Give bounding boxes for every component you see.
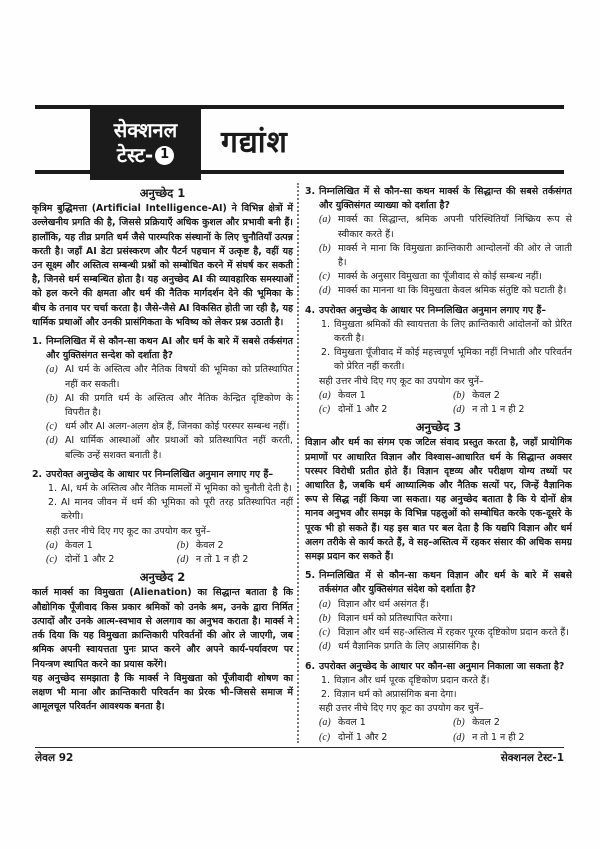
options-grid (46, 539, 293, 567)
option-b (46, 392, 293, 420)
question-6 (305, 660, 572, 744)
option-text: AI की प्रगति धर्म के अस्तित्व और नैतिक केन्द्रित दृष्टिकोण के विपरीत है। (65, 392, 293, 419)
option-b: (b) विज्ञान धर्म को प्रतिस्थापित करेगा। (319, 612, 453, 624)
question-number: 6. (305, 660, 316, 672)
question-number: 1. (32, 336, 43, 348)
option-a: (a) केवल 1 (319, 717, 366, 729)
option-a (46, 363, 293, 391)
left-column (32, 183, 293, 743)
passage-1: कृत्रिम बुद्धिमत्ता (Artificial Intelligence-AI) ने विभिन्न क्षेत्रों में उल्लेखनीय प्रगति की है, जिससे प्रक्रियाएँ अधिक कुशल और प्रभावी बनी हैं। हालाँकि, यह तीव्र प्रगति धर्म जैसे पारम्परिक संस्थानों के लिए चुनौतियाँ उत्पन्न करती है। जहाँ AI डेटा प्रसंस्करण और पैटर्न पहचान में उत्कृष्ट है, वहीं यह उन सूक्ष्म और अस्तित्व सम्बन्धी प्रश्नों को सम्बोधित करने में संघर्ष कर सकती है, जिनसे धर्म सम्बन्धित होता है। यह अनुच्छेद AI की व्यावहारिक समस्याओं को हल करने की क्षमता और धर्म की नैतिक मार्गदर्शन देने की भूमिका के बीच के तनाव पर चर्चा करता है। जैसे-जैसे AI विकसित होती जा रही है, यह धार्मिक प्रथाओं और उनकी प्रासंगिकता के भविष्य को लेकर प्रश्न उठाती है। (32, 203, 293, 328)
question-4 (305, 304, 572, 418)
question-text: उपरोक्त अनुच्छेद के आधार पर निम्नलिखित अनुमान लगाए गए हैं– (319, 304, 547, 316)
question-number: 3. (305, 186, 316, 197)
section-heading-3: अनुच्छेद 3 (415, 420, 462, 435)
answer-code-line: सही उत्तर नीचे दिए गए कूट का उपयोग कर चुनें– (46, 525, 211, 537)
page-title: गद्यांश (221, 125, 288, 160)
statement-2: 2. विमुखता पूँजीवाद में कोई महत्त्वपूर्ण भूमिका नहीं निभाती और परिवर्तन को प्रेरित नहीं करती। (321, 347, 572, 373)
test-badge-line1: सेक्शनल (113, 118, 178, 142)
option-d: (d) धर्म वैज्ञानिक प्रगति के लिए अप्रासंगिक है। (319, 641, 480, 653)
statement-2: 2. AI मानव जीवन में धर्म की भूमिका को पूरी तरह प्रतिस्थापित नहीं करेगी। (48, 497, 293, 523)
answer-code-line: सही उत्तर नीचे दिए गए कूट का उपयोग कर चुनें– (319, 703, 484, 715)
option-d (46, 434, 293, 462)
option-c: (c) दोनों 1 और 2 (319, 731, 388, 743)
question-text: निम्नलिखित में से कौन-सा कथन AI और धर्म के बारे में सबसे तर्कसंगत और युक्तिसंगत सन्देश को दर्शाता है? (46, 336, 293, 362)
page-footer (35, 751, 564, 765)
options-grid (319, 716, 572, 743)
option-label: (a) (46, 364, 58, 376)
option-a: (a) केवल 1 (46, 539, 93, 551)
option-b: (b) मार्क्स ने माना कि विमुखता क्रान्तिकारी आन्दोलनों की ओर ले जाती है। (319, 242, 572, 269)
option-text: धर्म और AI अलग-अलग क्षेत्र हैं, जिनका कोई परस्पर सम्बन्ध नहीं। (65, 421, 290, 433)
question-1 (32, 335, 293, 463)
option-b: (b) केवल 2 (453, 389, 500, 401)
question-5 (305, 569, 572, 654)
option-label: (d) (46, 435, 58, 447)
option-label: (b) (46, 392, 58, 404)
test-badge (90, 106, 201, 180)
answer-code-line: सही उत्तर नीचे दिए गए कूट का उपयोग कर चुनें– (319, 375, 484, 387)
option-c: (c) दोनों 1 और 2 (319, 404, 388, 416)
option-d: (d) न तो 1 न ही 2 (176, 554, 249, 566)
option-text: AI धर्म के अस्तित्व और नैतिक विषयों की भूमिका को प्रतिस्थापित नहीं कर सकती। (65, 364, 293, 390)
test-badge-line2: टेस्ट- 1 (117, 143, 174, 168)
option-c: (c) मार्क्स के अनुसार विमुखता का पूँजीवाद से कोई सम्बन्ध नहीं। (319, 271, 542, 283)
statement-1: 1. विमुखता श्रमिकों की स्वायत्तता के लिए क्रान्तिकारी आंदोलनों को प्रेरित करती है। (321, 318, 572, 345)
option-a: (a) केवल 1 (319, 389, 366, 401)
section-heading-2: अनुच्छेद 2 (139, 570, 186, 585)
option-c: (c) दोनों 1 और 2 (46, 554, 115, 566)
footer-right-label: सेक्शनल टेस्ट-1 (500, 752, 564, 764)
option-text: AI धार्मिक आस्थाओं और प्रथाओं को प्रतिस्थापित नहीं करती, बल्कि उन्हें सशक्त बनाती है। (65, 435, 293, 461)
passage-3: विज्ञान और धर्म का संगम एक जटिल संवाद प्रस्तुत करता है, जहाँ प्रायोगिक प्रमाणों पर आधारित विज्ञान और विश्वास-आधारित धर्म के सिद्धान्त अक्सर परस्पर विरोधी प्रतीत होते हैं। विज्ञान दृष्टव्य और परीक्षण योग्य तथ्यों पर आधारित है, जबकि धर्म आध्यात्मिक और नैतिक सत्यों पर, जिन्हें वैज्ञानिक रूप से सिद्ध नहीं किया जा सकता। यह अनुच्छेद बताता है कि ये दोनों क्षेत्र मानव अनुभव और समझ के विभिन्न पहलुओं को सम्बोधित करके एक-दूसरे के पूरक भी हो सकते हैं। यह इस बात पर बल देता है कि यद्यपि विज्ञान और धर्म अलग तरीके से कार्य करते हैं, वे सह-अस्तित्व में रहकर संसार की अधिक समग्र समझ प्रदान कर सकते हैं। (305, 437, 572, 563)
question-text: निम्नलिखित में से कौन-सा कथन मार्क्स के सिद्धान्त की सबसे तर्कसंगत और युक्तिसंगत व्याख्या को दर्शाता है? (319, 186, 572, 212)
question-number: 2. (32, 468, 43, 480)
option-d: (d) न तो 1 न ही 2 (453, 404, 525, 416)
statement-1: 1. AI, धर्म के अस्तित्व और नैतिक मामलों में भूमिका को चुनौती देती है। (48, 483, 292, 495)
option-a: (a) मार्क्स का सिद्धान्त, श्रमिक अपनी परिस्थितियाँ निष्क्रिय रूप से स्वीकार करते हैं। (319, 214, 572, 240)
question-number: 4. (305, 304, 316, 316)
badge-number-icon: 1 (155, 146, 174, 165)
option-a: (a) विज्ञान और धर्म असंगत हैं। (319, 598, 429, 610)
page-header (35, 105, 564, 174)
question-number: 5. (305, 570, 316, 582)
passage-2: कार्ल मार्क्स का विमुखता (Alienation) का सिद्धान्त बताता है कि औद्योगिक पूँजीवाद किस प्रकार श्रमिकों को उनके श्रम, उनके द्वारा निर्मित उत्पादों और उनके आत्म-स्वभाव से अलगाव का अनुभव कराता है। मार्क्स ने तर्क दिया कि यह विमुखता क्रान्तिकारी परिवर्तनों की ओर ले जाएगी, जब श्रमिक अपनी स्वायत्तता पुनः प्राप्त करने और अपने कार्य-पर्यावरण पर नियन्त्रण स्थापित करने का प्रयास करेंगे। (32, 587, 293, 670)
question-text: उपरोक्त अनुच्छेद के आधार पर निम्नलिखित अनुमान लगाए गए हैं– (46, 468, 274, 480)
passage-2-continued: यह अनुच्छेद समझाता है कि मार्क्स ने विमुखता को पूँजीवादी शोषण का लक्षण भी माना और क्रान्तिकारी परिवर्तन का प्रेरक भी–जिससे समाज में आमूलचूल परिवर्तन आवश्यक बनता है। (32, 672, 293, 713)
option-d: (d) मार्क्स का मानना था कि विमुखता केवल श्रमिक संतुष्टि को घटाती है। (319, 285, 567, 297)
question-text: निम्नलिखित में से कौन-सा कथन विज्ञान और धर्म के बारे में सबसे तर्कसंगत और युक्तिसंगत संदेश को दर्शाता है? (319, 570, 572, 596)
column-divider (297, 183, 299, 743)
statement-1: 1. विज्ञान और धर्म पूरक दृष्टिकोण प्रदान करते हैं। (321, 674, 490, 686)
right-column (301, 183, 572, 743)
footer-left-label: लेवल 92 (35, 752, 74, 764)
footer-rule (35, 747, 564, 748)
question-2 (32, 468, 293, 567)
option-d: (d) न तो 1 न ही 2 (453, 731, 525, 743)
options-grid (319, 389, 572, 417)
option-b: (b) केवल 2 (453, 717, 500, 729)
question-3 (305, 185, 572, 299)
option-b: (b) केवल 2 (176, 539, 224, 551)
question-text: उपरोक्त अनुच्छेद के आधार पर कौन-सा अनुमान निकाला जा सकता है? (319, 660, 565, 672)
two-column-body (32, 183, 572, 743)
option-c (46, 420, 293, 434)
option-label: (c) (46, 421, 58, 433)
statement-2: 2. विज्ञान धर्म को अप्रासंगिक बना देगा। (321, 688, 457, 700)
option-c: (c) विज्ञान और धर्म सह-अस्तित्व में रहकर पूरक दृष्टिकोण प्रदान करते हैं। (319, 627, 569, 639)
section-heading-1: अनुच्छेद 1 (139, 186, 186, 200)
